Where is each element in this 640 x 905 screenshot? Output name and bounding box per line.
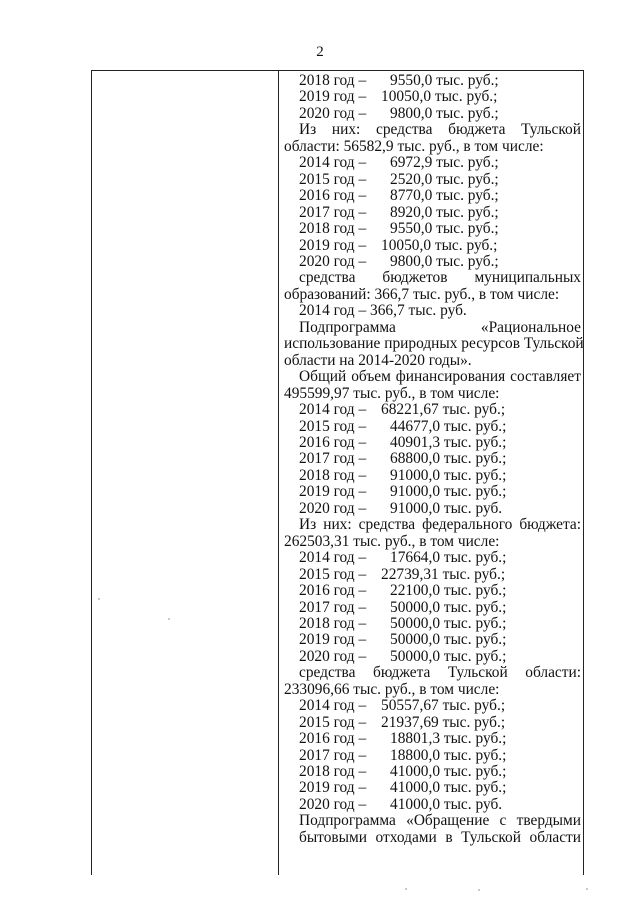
amount-value: 50000,0 тыс. руб.;	[390, 647, 507, 665]
text-line	[284, 221, 581, 237]
text-line	[284, 550, 581, 566]
text-line	[284, 73, 581, 89]
text-line: Подпрограмма «Обращение с твердыми	[299, 812, 581, 830]
text-line	[284, 254, 581, 270]
amount-value: 41000,0 тыс. руб.;	[390, 779, 507, 797]
year-label: 2016 год –	[299, 187, 367, 205]
year-label: 2018 год –	[299, 466, 367, 484]
text-line	[284, 764, 581, 780]
text-line	[284, 89, 581, 105]
amount-value: 9800,0 тыс. руб.;	[390, 252, 499, 270]
amount-value: 68800,0 тыс. руб.;	[390, 450, 507, 468]
text-line: средства бюджета Тульской области:	[299, 664, 581, 682]
text-line	[284, 780, 581, 796]
year-label: 2019 год –	[299, 779, 367, 797]
scan-speck	[98, 598, 100, 600]
year-label: 2016 год –	[299, 730, 367, 748]
text-line: 262503,31 тыс. руб., в том числе:	[284, 532, 500, 550]
text-line	[284, 616, 581, 632]
text-line: Подпрограмма «Рациональное	[299, 318, 581, 336]
amount-value: 41000,0 тыс. руб.	[390, 795, 503, 813]
year-label: 2017 год –	[299, 203, 367, 221]
amount-value: 22739,31 тыс. руб.;	[381, 565, 506, 583]
table-left-column	[92, 71, 279, 875]
text-line: области: 56582,9 тыс. руб., в том числе:	[284, 137, 544, 155]
text-line	[284, 698, 581, 714]
year-label: 2018 год –	[299, 72, 367, 89]
text-line: Из них: средства бюджета Тульской	[299, 121, 581, 139]
year-label: 2018 год –	[299, 763, 367, 781]
amount-value: 10050,0 тыс. руб.;	[381, 88, 498, 106]
text-line	[284, 484, 581, 500]
year-label: 2020 год –	[299, 499, 367, 517]
amount-value: 50000,0 тыс. руб.;	[390, 631, 507, 649]
text-line	[284, 435, 581, 451]
table-right-column	[284, 72, 584, 846]
year-label: 2020 год –	[299, 252, 367, 270]
text-line	[284, 632, 581, 648]
year-label: 2015 год –	[299, 713, 367, 731]
text-line	[284, 649, 581, 665]
amount-value: 8920,0 тыс. руб.;	[390, 203, 499, 221]
document-table	[91, 70, 584, 875]
year-label: 2017 год –	[299, 746, 367, 764]
amount-value: 41000,0 тыс. руб.;	[390, 763, 507, 781]
year-label: 2019 год –	[299, 631, 367, 649]
amount-value: 91000,0 тыс. руб.	[390, 499, 503, 517]
text-line	[284, 155, 581, 171]
year-label: 2019 год –	[299, 88, 367, 106]
amount-value: 2520,0 тыс. руб.;	[390, 170, 499, 188]
text-line: 495599,97 тыс. руб., в том числе:	[284, 384, 500, 402]
text-line: 2014 год – 366,7 тыс. руб.	[299, 302, 467, 320]
text-line: Из них: средства федерального бюджета:	[299, 516, 581, 534]
text-line	[284, 748, 581, 764]
text-line	[284, 583, 581, 599]
year-label: 2017 год –	[299, 598, 367, 616]
amount-value: 17664,0 тыс. руб.;	[390, 549, 507, 567]
text-line	[284, 106, 581, 122]
year-label: 2014 год –	[299, 154, 367, 172]
amount-value: 9800,0 тыс. руб.;	[390, 104, 499, 122]
text-line: бытовыми отходами в Тульской области	[299, 828, 581, 846]
year-label: 2018 год –	[299, 614, 367, 632]
year-label: 2017 год –	[299, 450, 367, 468]
text-line	[284, 419, 581, 435]
year-label: 2019 год –	[299, 236, 367, 254]
text-line: области на 2014-2020 годы».	[284, 351, 472, 369]
amount-value: 50000,0 тыс. руб.;	[390, 598, 507, 616]
scan-speck	[168, 618, 170, 620]
year-label: 2020 год –	[299, 104, 367, 122]
amount-value: 91000,0 тыс. руб.;	[390, 466, 507, 484]
scan-speck	[586, 888, 588, 890]
amount-value: 6972,9 тыс. руб.;	[390, 154, 499, 172]
amount-value: 10050,0 тыс. руб.;	[381, 236, 498, 254]
text-line: использование природных ресурсов Тульской	[284, 335, 584, 353]
year-label: 2018 год –	[299, 220, 367, 238]
text-line	[284, 567, 581, 583]
year-label: 2014 год –	[299, 697, 367, 715]
text-line	[284, 731, 581, 747]
page-number: 2	[316, 44, 324, 60]
text-line: образований: 366,7 тыс. руб., в том числе:	[284, 285, 560, 303]
year-label: 2016 год –	[299, 433, 367, 451]
scan-speck	[478, 889, 480, 891]
text-line	[284, 238, 581, 254]
amount-value: 40901,3 тыс. руб.;	[390, 433, 507, 451]
text-line	[284, 451, 581, 467]
text-line	[284, 715, 581, 731]
year-label: 2014 год –	[299, 549, 367, 567]
amount-value: 91000,0 тыс. руб.;	[390, 483, 507, 501]
year-label: 2015 год –	[299, 565, 367, 583]
text-line: 233096,66 тыс. руб., в том числе:	[284, 680, 500, 698]
amount-value: 22100,0 тыс. руб.;	[390, 582, 507, 600]
text-line: средства бюджетов муниципальных	[299, 269, 581, 287]
text-line	[284, 205, 581, 221]
amount-value: 50557,67 тыс. руб.;	[381, 697, 506, 715]
amount-value: 50000,0 тыс. руб.;	[390, 614, 507, 632]
text-line	[284, 797, 581, 813]
text-line	[284, 501, 581, 517]
year-label: 2016 год –	[299, 582, 367, 600]
text-line	[284, 468, 581, 484]
year-label: 2014 год –	[299, 401, 367, 419]
text-line	[284, 188, 581, 204]
text-line	[284, 402, 581, 418]
text-line	[284, 600, 581, 616]
amount-value: 68221,67 тыс. руб.;	[381, 401, 506, 419]
text-line: Общий объем финансирования составляет	[299, 368, 581, 386]
amount-value: 18801,3 тыс. руб.;	[390, 730, 507, 748]
year-label: 2019 год –	[299, 483, 367, 501]
year-label: 2015 год –	[299, 170, 367, 188]
scan-speck	[405, 888, 407, 890]
year-label: 2020 год –	[299, 647, 367, 665]
amount-value: 8770,0 тыс. руб.;	[390, 187, 499, 205]
amount-value: 21937,69 тыс. руб.;	[381, 713, 506, 731]
amount-value: 9550,0 тыс. руб.;	[390, 220, 499, 238]
text-line	[284, 172, 581, 188]
amount-value: 9550,0 тыс. руб.;	[390, 72, 499, 89]
year-label: 2020 год –	[299, 795, 367, 813]
amount-value: 44677,0 тыс. руб.;	[390, 417, 507, 435]
year-label: 2015 год –	[299, 417, 367, 435]
amount-value: 18800,0 тыс. руб.;	[390, 746, 507, 764]
